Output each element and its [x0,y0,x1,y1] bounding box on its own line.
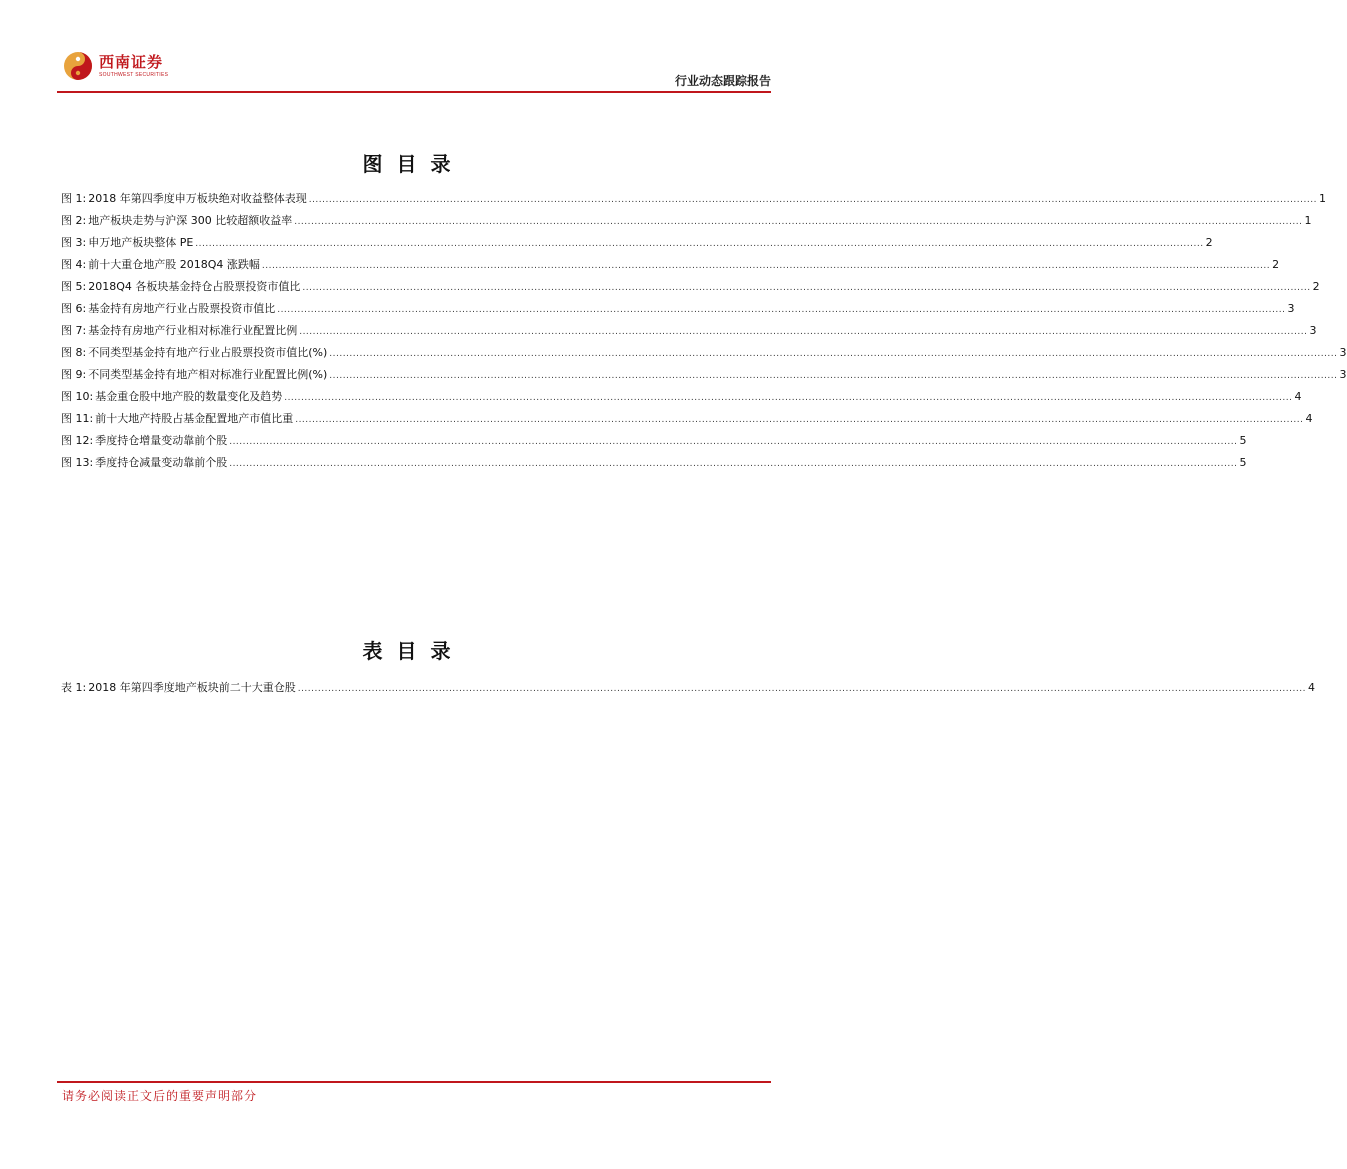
toc-entry[interactable] [61,256,1280,278]
toc-entry-page: 4 [1294,390,1302,403]
toc-entry[interactable] [61,322,1317,344]
toc-entry-label: 图 2: [61,214,87,227]
toc-entry-label: 图 3: [61,236,87,249]
toc-leader-dots: ............................................................................................................................................................................................................................................................................................................ [299,327,1308,337]
toc-entry-page: 5 [1239,456,1247,469]
toc-entry[interactable] [61,388,1302,410]
toc-entry-label: 图 12: [61,434,94,447]
toc-leader-dots: ............................................................................................................................................................................................................................................................................................................ [284,393,1293,403]
toc-leader-dots: ............................................................................................................................................................................................................................................................................................................ [195,239,1204,249]
toc-entry-title: 地产板块走势与沪深 300 比较超额收益率 [88,214,293,227]
figures-toc-title: 图目录 [362,152,465,176]
toc-entry-title: 季度持仓减量变动靠前个股 [95,456,228,469]
report-type-label: 行业动态跟踪报告 [674,74,771,88]
toc-entry-page: 3 [1339,368,1347,381]
toc-entry-page: 4 [1305,412,1313,425]
toc-entry-page: 4 [1307,681,1315,694]
toc-entry[interactable] [61,432,1247,454]
toc-entry-title: 基金持有房地产行业相对标准行业配置比例 [88,324,298,337]
toc-entry-label: 图 7: [61,324,87,337]
company-logo [63,48,168,84]
toc-leader-dots: ............................................................................................................................................................................................................................................................................................................ [229,437,1238,447]
toc-entry-page: 5 [1239,434,1247,447]
toc-leader-dots: ............................................................................................................................................................................................................................................................................................................ [302,283,1311,293]
toc-entry-title: 2018Q4 各板块基金持仓占股票投资市值比 [88,280,301,293]
toc-entry-label: 图 9: [61,368,87,381]
logo-chinese-name: 西南证券 [99,52,164,71]
toc-entry-label: 图 13: [61,456,94,469]
toc-entry[interactable] [61,344,1347,366]
toc-entry-label: 图 4: [61,258,87,271]
figures-toc-list [61,190,1347,476]
toc-entry-title: 前十大地产持股占基金配置地产市值比重 [95,412,294,425]
toc-leader-dots: ............................................................................................................................................................................................................................................................................................................ [229,459,1238,469]
toc-entry-page: 1 [1304,214,1312,227]
toc-entry-title: 2018 年第四季度地产板块前二十大重仓股 [88,681,296,694]
header-divider [57,91,771,93]
toc-entry[interactable] [61,300,1295,322]
toc-entry-title: 基金持有房地产行业占股票投资市值比 [88,302,276,315]
toc-entry-label: 表 1: [61,681,87,694]
toc-leader-dots: ............................................................................................................................................................................................................................................................................................................ [329,371,1338,381]
page-header [57,48,771,92]
toc-entry[interactable] [61,212,1312,234]
toc-entry[interactable] [61,278,1320,300]
toc-entry-page: 3 [1339,346,1347,359]
toc-entry-title: 前十大重仓地产股 2018Q4 涨跌幅 [88,258,260,271]
toc-entry[interactable] [61,234,1213,256]
logo-emblem-icon [63,51,93,81]
toc-entry-title: 2018 年第四季度申万板块绝对收益整体表现 [88,192,307,205]
toc-entry[interactable] [61,190,1326,212]
toc-entry-page: 1 [1318,192,1326,205]
toc-entry-title: 申万地产板块整体 PE [88,236,194,249]
toc-entry-label: 图 10: [61,390,94,403]
toc-entry-title: 基金重仓股中地产股的数量变化及趋势 [95,390,283,403]
toc-entry-title: 不同类型基金持有地产行业占股票投资市值比(%) [88,346,328,359]
toc-entry-title: 不同类型基金持有地产相对标准行业配置比例(%) [88,368,328,381]
footer-divider [57,1081,771,1083]
tables-toc-list [61,679,1315,701]
toc-entry-page: 3 [1287,302,1295,315]
toc-entry[interactable] [61,366,1347,388]
toc-entry[interactable] [61,454,1247,476]
footer-disclaimer: 请务必阅读正文后的重要声明部分 [62,1089,258,1103]
toc-entry-page: 3 [1309,324,1317,337]
toc-leader-dots: ............................................................................................................................................................................................................................................................................................................ [277,305,1286,315]
toc-leader-dots: ............................................................................................................................................................................................................................................................................................................ [308,195,1317,205]
toc-entry-label: 图 5: [61,280,87,293]
toc-entry-label: 图 8: [61,346,87,359]
tables-toc-title: 表目录 [362,639,465,663]
toc-entry[interactable] [61,679,1315,701]
toc-entry-title: 季度持仓增量变动靠前个股 [95,434,228,447]
logo-english-name: SOUTHWEST SECURITIES [99,71,169,78]
toc-leader-dots: ............................................................................................................................................................................................................................................................................................................ [295,415,1304,425]
toc-leader-dots: ............................................................................................................................................................................................................................................................................................................ [329,349,1338,359]
toc-entry-page: 2 [1272,258,1280,271]
toc-entry-page: 2 [1205,236,1213,249]
toc-leader-dots: ............................................................................................................................................................................................................................................................................................................ [261,261,1271,271]
toc-entry[interactable] [61,410,1313,432]
toc-entry-label: 图 11: [61,412,94,425]
toc-entry-label: 图 6: [61,302,87,315]
toc-leader-dots: ............................................................................................................................................................................................................................................................................................................ [294,217,1303,227]
toc-entry-page: 2 [1312,280,1320,293]
toc-entry-label: 图 1: [61,192,87,205]
toc-leader-dots: ............................................................................................................................................................................................................................................................................................................ [297,684,1306,694]
